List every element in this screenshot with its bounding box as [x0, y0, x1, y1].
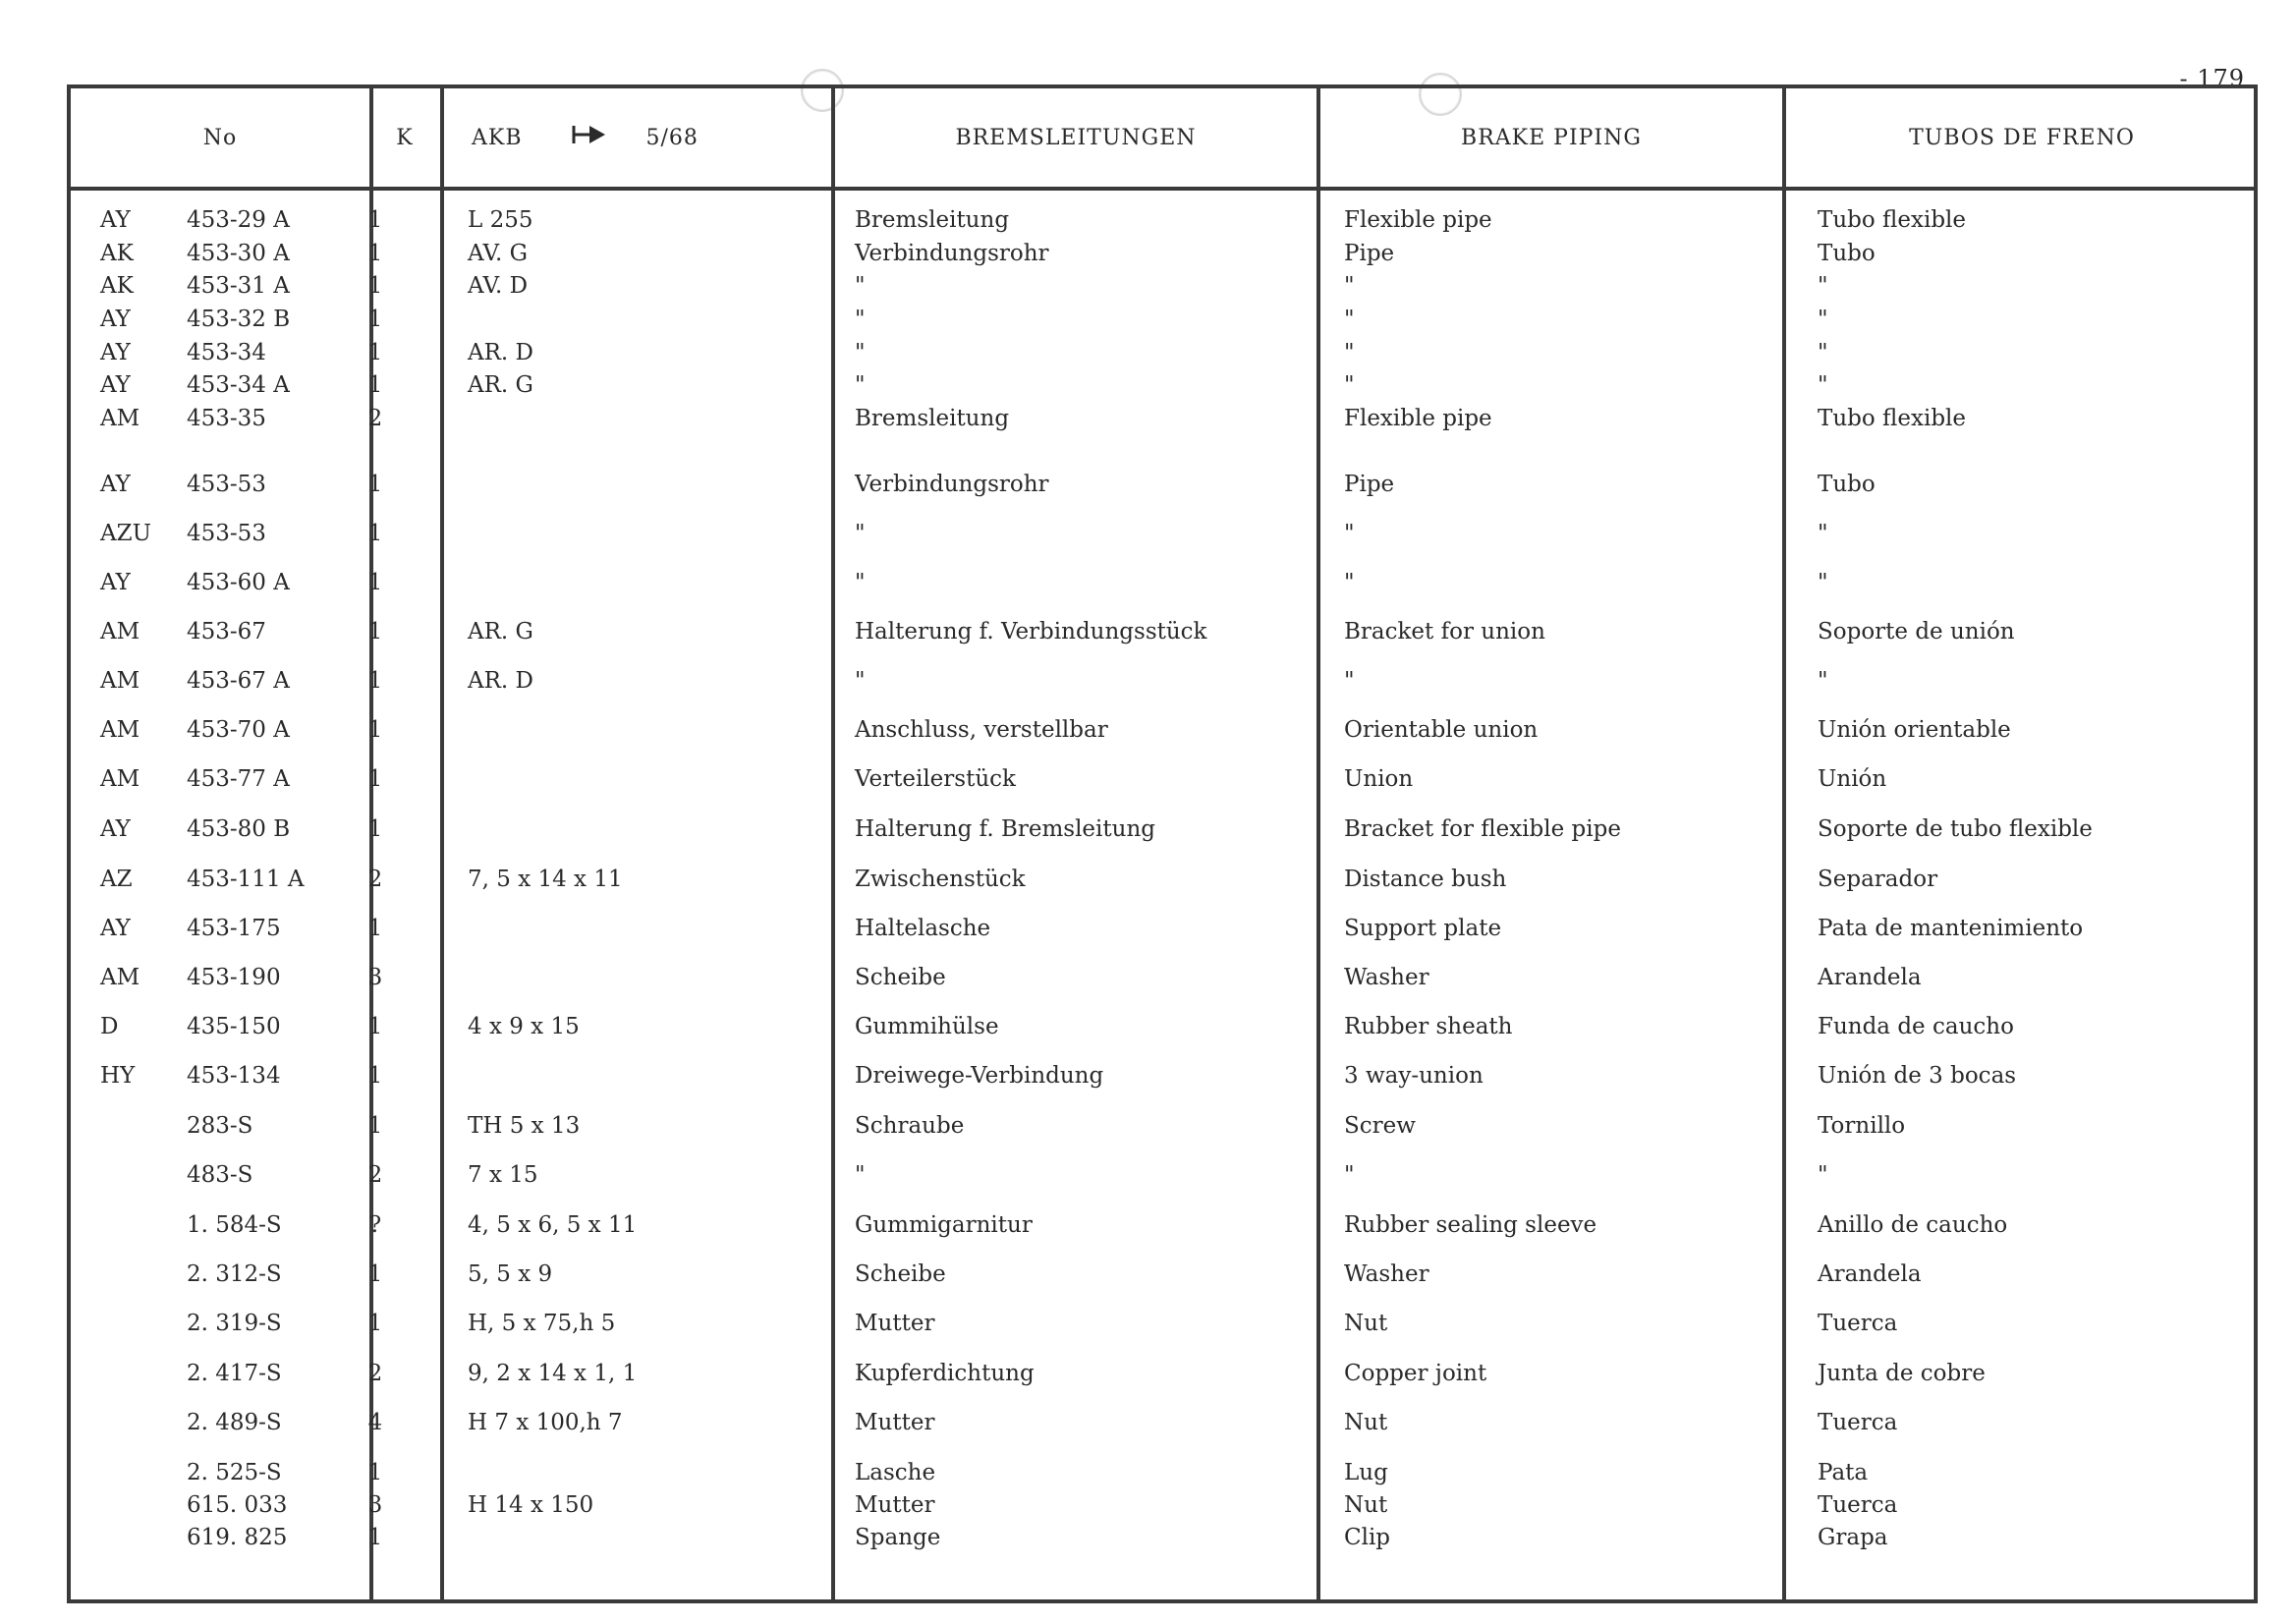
part-dimensions: 7 x 15 — [468, 1162, 538, 1188]
part-dimensions: 9, 2 x 14 x 1, 1 — [468, 1361, 638, 1386]
part-number: 453-32 B — [187, 307, 291, 332]
description-english: Bracket for union — [1344, 619, 1545, 644]
part-quantity: 2 — [367, 867, 383, 892]
table-row — [71, 763, 2254, 795]
description-english: " — [1344, 372, 1355, 398]
table-row — [71, 1209, 2254, 1241]
description-german: Bremsleitung — [855, 207, 1010, 233]
description-spanish: Pata de mantenimiento — [1818, 916, 2084, 941]
part-quantity: 1 — [367, 521, 383, 546]
part-number: 615. 033 — [187, 1492, 288, 1518]
part-prefix: AM — [100, 766, 140, 792]
description-english: Union — [1344, 766, 1414, 792]
header-german: BREMSLEITUNGEN — [955, 125, 1197, 150]
header-spanish: TUBOS DE FRENO — [1909, 125, 2135, 150]
part-quantity: 2 — [367, 1361, 383, 1386]
table-row — [71, 369, 2254, 401]
description-english: Nut — [1344, 1492, 1388, 1518]
part-prefix: AK — [100, 273, 134, 299]
part-quantity: 2 — [367, 406, 383, 431]
header-no: No — [202, 125, 238, 150]
table-row — [71, 1407, 2254, 1438]
description-english: Rubber sheath — [1344, 1014, 1513, 1039]
part-dimensions: AV. D — [468, 273, 529, 299]
table-row — [71, 518, 2254, 549]
description-german: Mutter — [855, 1311, 935, 1336]
part-quantity: 1 — [367, 816, 383, 842]
part-prefix: AY — [100, 816, 131, 842]
table-row — [71, 813, 2254, 845]
table-row — [71, 567, 2254, 598]
description-english: " — [1344, 307, 1355, 332]
header-divider — [71, 187, 2254, 191]
part-quantity: 1 — [367, 668, 383, 694]
part-dimensions: 4 x 9 x 15 — [468, 1014, 580, 1039]
description-english: Pipe — [1344, 241, 1395, 266]
part-prefix: AY — [100, 307, 131, 332]
part-dimensions: AR. D — [468, 340, 533, 365]
part-quantity: 1 — [367, 1311, 383, 1336]
description-spanish: Unión orientable — [1818, 717, 2011, 743]
part-quantity: 1 — [367, 717, 383, 743]
description-german: Halterung f. Bremsleitung — [855, 816, 1155, 842]
description-german: Bremsleitung — [855, 406, 1010, 431]
table-row — [71, 714, 2254, 746]
description-english: Nut — [1344, 1311, 1388, 1336]
part-number: 453-53 — [187, 521, 266, 546]
part-number: 2. 525-S — [187, 1460, 282, 1485]
part-number: 453-35 — [187, 406, 266, 431]
part-number: 453-77 A — [187, 766, 290, 792]
part-quantity: 3 — [367, 1492, 383, 1518]
part-number: 2. 489-S — [187, 1410, 282, 1435]
part-dimensions: L 255 — [468, 207, 533, 233]
description-spanish: Separador — [1818, 867, 1938, 892]
description-german: " — [855, 340, 866, 365]
part-prefix: AM — [100, 668, 140, 694]
part-prefix: HY — [100, 1063, 136, 1089]
part-dimensions: 5, 5 x 9 — [468, 1261, 553, 1287]
description-german: Zwischenstück — [855, 867, 1026, 892]
part-number: 453-67 — [187, 619, 266, 644]
description-spanish: " — [1818, 307, 1828, 332]
table-row — [71, 1358, 2254, 1389]
part-prefix: AY — [100, 570, 131, 595]
header-akb — [472, 88, 831, 187]
part-number: 2. 312-S — [187, 1261, 282, 1287]
part-quantity: ? — [368, 1212, 382, 1238]
part-number: 1. 584-S — [187, 1212, 282, 1238]
part-quantity: 1 — [367, 307, 383, 332]
part-number: 2. 319-S — [187, 1311, 282, 1336]
description-english: Flexible pipe — [1344, 406, 1492, 431]
part-prefix: AM — [100, 965, 140, 990]
table-row — [71, 616, 2254, 647]
part-number: 453-70 A — [187, 717, 290, 743]
description-english: Copper joint — [1344, 1361, 1487, 1386]
part-number: 2. 417-S — [187, 1361, 282, 1386]
table-row — [71, 1522, 2254, 1553]
part-quantity: 1 — [367, 1063, 383, 1089]
part-dimensions: TH 5 x 13 — [468, 1113, 581, 1139]
table-row — [71, 1489, 2254, 1521]
description-german: Verbindungsrohr — [855, 241, 1049, 266]
part-prefix: AM — [100, 406, 140, 431]
parts-table — [67, 84, 2258, 1603]
description-english: " — [1344, 273, 1355, 299]
part-number: 453-29 A — [187, 207, 290, 233]
part-number: 453-175 — [187, 916, 281, 941]
description-german: Lasche — [855, 1460, 936, 1485]
description-german: " — [855, 372, 866, 398]
part-number: 453-34 A — [187, 372, 290, 398]
description-spanish: Arandela — [1818, 1261, 1922, 1287]
table-row — [71, 665, 2254, 697]
description-spanish: Arandela — [1818, 965, 1922, 990]
page-number: - 179 — [2179, 65, 2245, 92]
description-english: Washer — [1344, 965, 1429, 990]
table-row — [71, 864, 2254, 895]
part-quantity: 1 — [367, 207, 383, 233]
table-row — [71, 238, 2254, 269]
part-number: 453-53 — [187, 472, 266, 497]
table-row — [71, 1259, 2254, 1290]
description-spanish: Grapa — [1818, 1525, 1888, 1550]
description-english: " — [1344, 570, 1355, 595]
description-english: " — [1344, 1162, 1355, 1188]
part-number: 453-60 A — [187, 570, 290, 595]
part-prefix: AY — [100, 472, 131, 497]
part-number: 453-80 B — [187, 816, 291, 842]
part-number: 435-150 — [187, 1014, 281, 1039]
table-row — [71, 1060, 2254, 1092]
description-spanish: Pata — [1818, 1460, 1869, 1485]
description-english: " — [1344, 668, 1355, 694]
description-german: " — [855, 307, 866, 332]
description-english: Bracket for flexible pipe — [1344, 816, 1621, 842]
description-english: Rubber sealing sleeve — [1344, 1212, 1597, 1238]
header-akb-label: AKB — [472, 125, 523, 150]
part-number: 483-S — [187, 1162, 253, 1188]
description-german: " — [855, 1162, 866, 1188]
part-quantity: 1 — [367, 1261, 383, 1287]
header-akb-ref: 5/68 — [645, 125, 699, 150]
part-quantity: 1 — [367, 340, 383, 365]
part-quantity: 1 — [367, 273, 383, 299]
description-german: Schraube — [855, 1113, 965, 1139]
part-dimensions: H 7 x 100,h 7 — [468, 1410, 623, 1435]
table-row — [71, 1308, 2254, 1339]
part-quantity: 1 — [367, 766, 383, 792]
description-spanish: " — [1818, 273, 1828, 299]
description-german: Mutter — [855, 1410, 935, 1435]
table-row — [71, 1457, 2254, 1488]
description-english: 3 way-union — [1344, 1063, 1484, 1089]
part-quantity: 1 — [367, 372, 383, 398]
part-prefix: AK — [100, 241, 134, 266]
part-quantity: 1 — [367, 1525, 383, 1550]
description-spanish: Soporte de unión — [1818, 619, 2015, 644]
part-prefix: AM — [100, 717, 140, 743]
description-spanish: " — [1818, 340, 1828, 365]
part-prefix: AY — [100, 372, 131, 398]
table-row — [71, 270, 2254, 302]
description-english: Clip — [1344, 1525, 1391, 1550]
description-spanish: Tornillo — [1818, 1113, 1906, 1139]
description-spanish: Tuerca — [1818, 1410, 1898, 1435]
description-english: Distance bush — [1344, 867, 1507, 892]
part-quantity: 1 — [367, 619, 383, 644]
description-spanish: Tuerca — [1818, 1311, 1898, 1336]
table-row — [71, 337, 2254, 368]
description-german: Anschluss, verstellbar — [855, 717, 1108, 743]
description-german: " — [855, 570, 866, 595]
table-row — [71, 1011, 2254, 1042]
table-row — [71, 304, 2254, 335]
description-german: Mutter — [855, 1492, 935, 1518]
description-german: Scheibe — [855, 1261, 946, 1287]
description-german: Gummigarnitur — [855, 1212, 1033, 1238]
part-dimensions: AR. G — [468, 372, 533, 398]
description-spanish: Tubo flexible — [1818, 406, 1967, 431]
description-spanish: " — [1818, 570, 1828, 595]
header-k: K — [396, 125, 414, 150]
part-number: 453-134 — [187, 1063, 281, 1089]
part-quantity: 1 — [367, 1113, 383, 1139]
table-row — [71, 204, 2254, 236]
part-dimensions: 4, 5 x 6, 5 x 11 — [468, 1212, 638, 1238]
part-number: 453-31 A — [187, 273, 290, 299]
description-english: Nut — [1344, 1410, 1388, 1435]
part-prefix: D — [100, 1014, 119, 1039]
part-quantity: 1 — [367, 570, 383, 595]
table-row — [71, 1159, 2254, 1191]
description-spanish: " — [1818, 372, 1828, 398]
description-english: Orientable union — [1344, 717, 1539, 743]
description-spanish: Tuerca — [1818, 1492, 1898, 1518]
description-spanish: Junta de cobre — [1818, 1361, 1986, 1386]
description-german: Gummihülse — [855, 1014, 999, 1039]
description-german: Dreiwege-Verbindung — [855, 1063, 1104, 1089]
description-german: Scheibe — [855, 965, 946, 990]
description-english: " — [1344, 521, 1355, 546]
description-german: Verbindungsrohr — [855, 472, 1049, 497]
description-spanish: Anillo de caucho — [1818, 1212, 2008, 1238]
part-quantity: 3 — [367, 965, 383, 990]
part-dimensions: AR. G — [468, 619, 533, 644]
part-quantity: 1 — [367, 916, 383, 941]
description-german: " — [855, 521, 866, 546]
part-number: 619. 825 — [187, 1525, 288, 1550]
description-english: Lug — [1344, 1460, 1388, 1485]
part-prefix: AM — [100, 619, 140, 644]
header-english: BRAKE PIPING — [1461, 125, 1642, 150]
part-dimensions: H, 5 x 75,h 5 — [468, 1311, 616, 1336]
part-dimensions: AV. G — [468, 241, 529, 266]
part-dimensions: AR. D — [468, 668, 533, 694]
description-german: Haltelasche — [855, 916, 991, 941]
description-spanish: Soporte de tubo flexible — [1818, 816, 2093, 842]
description-spanish: " — [1818, 1162, 1828, 1188]
part-number: 453-30 A — [187, 241, 290, 266]
description-spanish: Unión — [1818, 766, 1887, 792]
table-row — [71, 962, 2254, 993]
part-dimensions: 7, 5 x 14 x 11 — [468, 867, 623, 892]
part-quantity: 2 — [367, 1162, 383, 1188]
table-row — [71, 469, 2254, 500]
part-dimensions: H 14 x 150 — [468, 1492, 594, 1518]
description-english: Support plate — [1344, 916, 1502, 941]
description-german: Verteilerstück — [855, 766, 1016, 792]
arrow-right-icon — [572, 124, 607, 151]
part-prefix: AZU — [100, 521, 151, 546]
part-number: 453-67 A — [187, 668, 290, 694]
table-row — [71, 913, 2254, 944]
part-number: 453-34 — [187, 340, 266, 365]
description-german: Kupferdichtung — [855, 1361, 1035, 1386]
description-german: " — [855, 273, 866, 299]
description-english: Washer — [1344, 1261, 1429, 1287]
description-english: Pipe — [1344, 472, 1395, 497]
part-number: 283-S — [187, 1113, 253, 1139]
part-quantity: 1 — [367, 241, 383, 266]
description-spanish: Funda de caucho — [1818, 1014, 2014, 1039]
description-spanish: Tubo — [1818, 472, 1876, 497]
table-row — [71, 403, 2254, 434]
part-prefix: AY — [100, 207, 131, 233]
part-number: 453-190 — [187, 965, 281, 990]
description-english: Screw — [1344, 1113, 1416, 1139]
description-english: " — [1344, 340, 1355, 365]
part-quantity: 1 — [367, 1014, 383, 1039]
description-english: Flexible pipe — [1344, 207, 1492, 233]
part-quantity: 1 — [367, 1460, 383, 1485]
description-spanish: Unión de 3 bocas — [1818, 1063, 2017, 1089]
part-prefix: AY — [100, 340, 131, 365]
part-quantity: 1 — [367, 472, 383, 497]
part-quantity: 4 — [367, 1410, 383, 1435]
description-spanish: " — [1818, 521, 1828, 546]
description-spanish: Tubo flexible — [1818, 207, 1967, 233]
part-prefix: AY — [100, 916, 131, 941]
description-german: Spange — [855, 1525, 941, 1550]
part-number: 453-111 A — [187, 867, 305, 892]
part-prefix: AZ — [100, 867, 133, 892]
description-german: Halterung f. Verbindungsstück — [855, 619, 1207, 644]
description-german: " — [855, 668, 866, 694]
description-spanish: Tubo — [1818, 241, 1876, 266]
table-row — [71, 1110, 2254, 1142]
description-spanish: " — [1818, 668, 1828, 694]
